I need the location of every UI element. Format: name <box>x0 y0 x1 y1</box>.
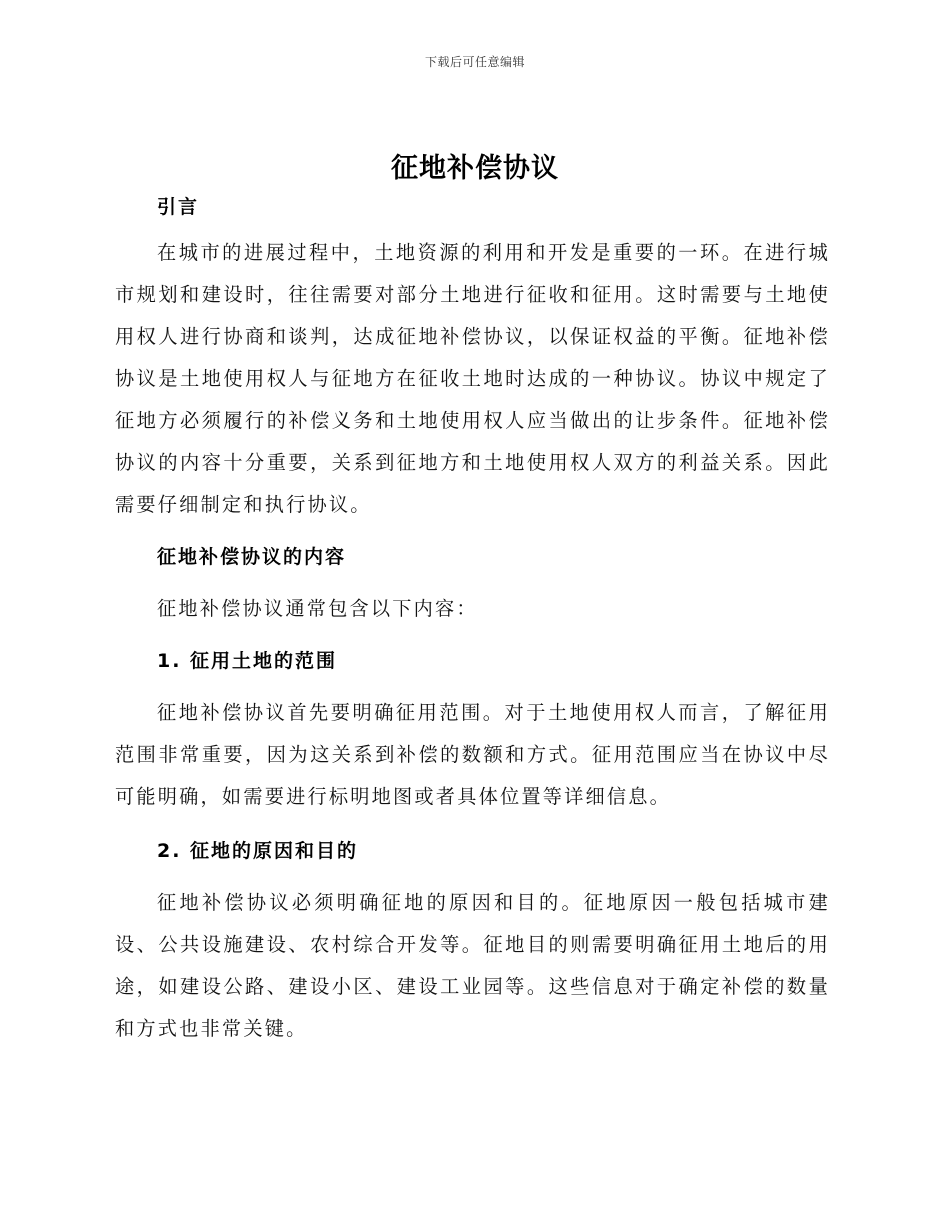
paragraph-item1: 征地补偿协议首先要明确征用范围。对于土地使用权人而言，了解征用范围非常重要，因为这关系到补偿的数额和方式。征用范围应当在协议中尽可能明确，如需要进行标明地图或者具体位置等详细信息。 <box>115 701 830 808</box>
section-heading-intro: 引言 <box>157 196 200 218</box>
section-heading-content: 征地补偿协议的内容 <box>157 546 347 568</box>
paragraph-content-intro: 征地补偿协议通常包含以下内容： <box>157 597 478 620</box>
section-heading-item2: 2. 征地的原因和目的 <box>157 840 359 862</box>
header-note: 下载后可任意编辑 <box>424 55 525 69</box>
section-heading-item1: 1. 征用土地的范围 <box>157 650 338 672</box>
document-body <box>115 190 830 1050</box>
document-title: 征地补偿协议 <box>391 153 559 184</box>
paragraph-intro: 在城市的进展过程中，土地资源的利用和开发是重要的一环。在进行城市规划和建设时，往往需要对部分土地进行征收和征用。这时需要与土地使用权人进行协商和谈判，达成征地补偿协议，以保证权益的平衡。征地补偿协议是土地使用权人与征地方在征收土地时达成的一种协议。协议中规定了征地方必须履行的补偿义务和土地使用权人应当做出的让步条件。征地补偿协议的内容十分重要，关系到征地方和土地使用权人双方的利益关系。因此需要仔细制定和执行协议。 <box>115 241 830 516</box>
paragraph-item2: 征地补偿协议必须明确征地的原因和目的。征地原因一般包括城市建设、公共设施建设、农村综合开发等。征地目的则需要明确征用土地后的用途，如建设公路、建设小区、建设工业园等。这些信息对于确定补偿的数量和方式也非常关键。 <box>115 891 830 1040</box>
